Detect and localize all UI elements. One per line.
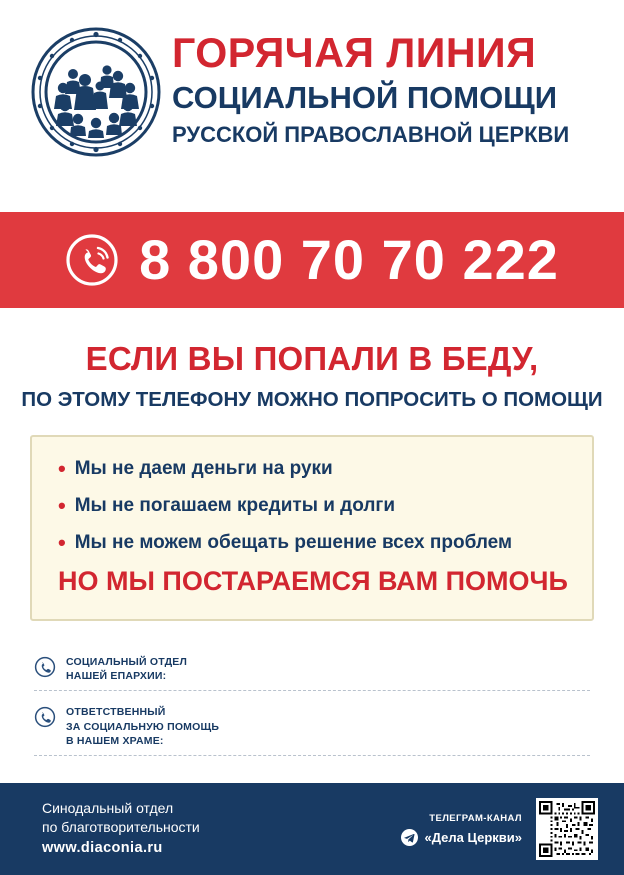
phone-band — [0, 212, 624, 308]
list-item-label: Мы не можем обещать решение всех проблем — [74, 531, 513, 553]
footer-organization — [42, 799, 401, 858]
poster-title-hotline: ГОРЯЧАЯ ЛИНИЯ — [172, 29, 537, 76]
field-label: ОТВЕТСТВЕННЫЙ ЗА СОЦИАЛЬНУЮ ПОМОЩЬ В НАШЕМ ХРАМЕ: — [66, 706, 220, 747]
trouble-section — [0, 308, 624, 411]
header — [0, 0, 624, 212]
header-text — [162, 22, 600, 147]
poster-title-social-aid: СОЦИАЛЬНОЙ ПОМОЩИ — [172, 79, 558, 115]
russian-orthodox-church-social-service-emblem — [30, 26, 162, 158]
qr-code[interactable] — [536, 798, 598, 860]
footer-website-link[interactable]: www.diaconia.ru — [42, 840, 163, 857]
telegram-icon — [401, 829, 418, 846]
telegram-name-row[interactable] — [401, 829, 522, 846]
disclaimer-box — [30, 435, 594, 621]
field-label: СОЦИАЛЬНЫЙ ОТДЕЛ НАШЕЙ ЕПАРХИИ: — [66, 656, 188, 683]
phone-in-circle-icon — [34, 656, 56, 678]
telegram-caption: ТЕЛЕГРАМ-КАНАЛ — [429, 812, 522, 824]
disclaimer-final-line: НО МЫ ПОСТАРАЕМСЯ ВАМ ПОМОЧЬ — [58, 566, 568, 597]
footer-telegram-block — [401, 798, 598, 860]
footer-org-line1: Синодальный отдел — [42, 800, 174, 817]
list-item — [58, 494, 566, 518]
trouble-headline: ЕСЛИ ВЫ ПОПАЛИ В БЕДУ, — [85, 340, 539, 377]
field-parish-social-responsible[interactable] — [34, 705, 590, 756]
phone-in-circle-icon — [34, 706, 56, 728]
poster-title-church: РУССКОЙ ПРАВОСЛАВНОЙ ЦЕРКВИ — [172, 121, 570, 147]
telegram-channel-name: «Дела Церкви» — [424, 829, 522, 845]
list-item-label: Мы не погашаем кредиты и долги — [74, 494, 396, 516]
hotline-phone-number[interactable]: 8 800 70 70 222 — [139, 228, 559, 291]
list-item — [58, 531, 566, 555]
telegram-info — [401, 813, 522, 846]
footer — [0, 783, 624, 875]
list-item — [58, 457, 566, 481]
footer-org-line2: по благотворительности — [42, 819, 200, 836]
bullet-icon: • — [58, 492, 66, 518]
bullet-icon: • — [58, 529, 66, 555]
contact-fill-in-fields — [34, 655, 590, 756]
phone-in-circle-icon — [65, 233, 119, 287]
bullet-icon: • — [58, 456, 66, 482]
list-item-label: Мы не даем деньги на руки — [74, 458, 333, 480]
field-diocese-social-department[interactable] — [34, 655, 590, 691]
trouble-subline: ПО ЭТОМУ ТЕЛЕФОНУ МОЖНО ПОПРОСИТЬ О ПОМОЩИ — [21, 387, 603, 411]
